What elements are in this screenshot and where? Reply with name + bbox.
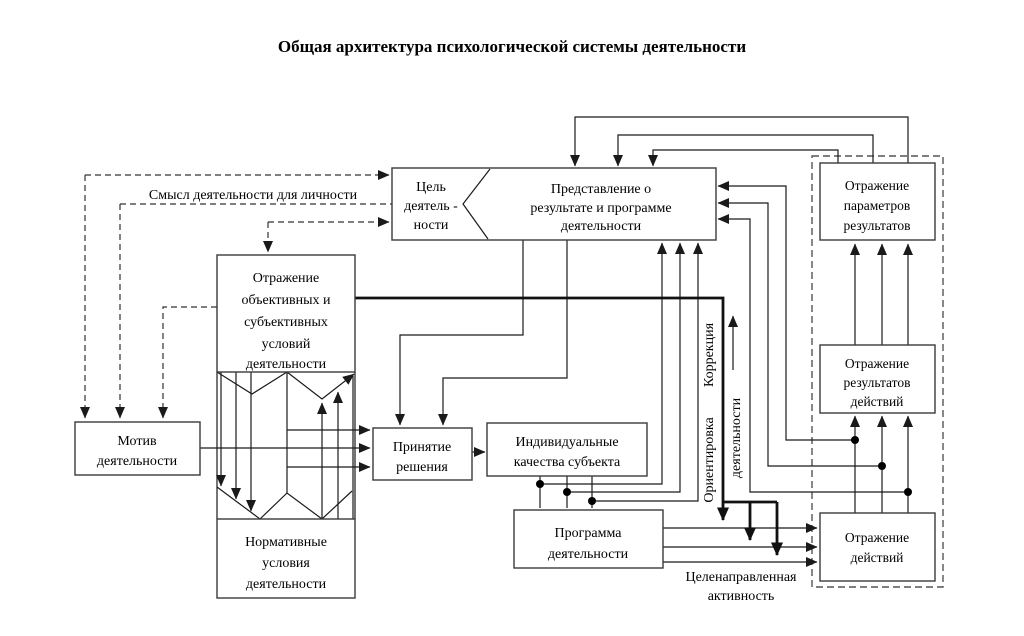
feedback-params-to-representation-3 (653, 150, 838, 166)
label-purposeful-activity-line: Целенаправленная (685, 570, 797, 585)
junction-dot-2 (563, 488, 571, 496)
box-actions-line: действий (850, 550, 904, 565)
junction-dot-4 (851, 436, 859, 444)
box-normative-line: деятельности (245, 577, 327, 592)
box-decision-line: решения (396, 460, 448, 475)
box-conditions-line: субъективных (244, 315, 328, 330)
box-params-line: параметров (843, 198, 911, 213)
box-conditions-line: объективных и (241, 293, 331, 308)
box-normative-line: условия (262, 556, 310, 571)
box-goal-line: Цель (416, 180, 446, 195)
box-motive-line: Мотив (117, 434, 157, 449)
label-personal-sense: Смысл деятельности для личности (148, 188, 358, 203)
label-purposeful-activity-line: активность (707, 589, 775, 604)
junction-dot-5 (878, 462, 886, 470)
box-conditions-line: деятельности (245, 357, 327, 372)
junction-dot-3 (588, 497, 596, 505)
box-representation-line: деятельности (560, 219, 642, 234)
label-orientation: Ориентировка (702, 417, 717, 503)
box-motive-line: деятельности (96, 454, 178, 469)
box-results-line: Отражение (844, 356, 910, 371)
feedback-params-to-representation-1 (575, 117, 908, 166)
box-goal-line: деятель - (404, 199, 458, 214)
box-conditions-line: Отражение (252, 271, 320, 286)
box-program-line: Программа (554, 526, 622, 541)
representation-to-decision-2 (443, 240, 567, 425)
box-params-line: Отражение (844, 178, 910, 193)
junction-dot-1 (536, 480, 544, 488)
label-of-activity: деятельности (729, 397, 744, 479)
label-correction: Коррекция (702, 322, 717, 388)
box-decision-line: Принятие (392, 440, 452, 455)
box-conditions-line: условий (261, 337, 311, 352)
box-actions-reflection (820, 513, 935, 581)
box-results-line: результатов (843, 375, 911, 390)
box-qualities-line: Индивидуальные (515, 435, 619, 450)
conditions-zigzag-bottom (217, 487, 352, 519)
dashed-conditions-to-motive-arrow (163, 307, 217, 418)
box-normative-line: Нормативные (245, 535, 327, 550)
box-representation-line: Представление о (550, 182, 652, 197)
diagram-title: Общая архитектура психологической системы деятельности (277, 37, 747, 56)
box-program-line: деятельности (547, 547, 629, 562)
representation-to-decision-1 (400, 240, 523, 425)
box-params-line: результатов (843, 218, 911, 233)
box-actions-line: Отражение (844, 530, 910, 545)
box-results-line: действий (850, 394, 904, 409)
box-goal-line: ности (413, 218, 449, 233)
junction-dot-6 (904, 488, 912, 496)
box-representation-line: результате и программе (530, 201, 672, 216)
box-qualities-line: качества субъекта (513, 455, 621, 470)
conditions-zigzag-top (217, 372, 354, 399)
